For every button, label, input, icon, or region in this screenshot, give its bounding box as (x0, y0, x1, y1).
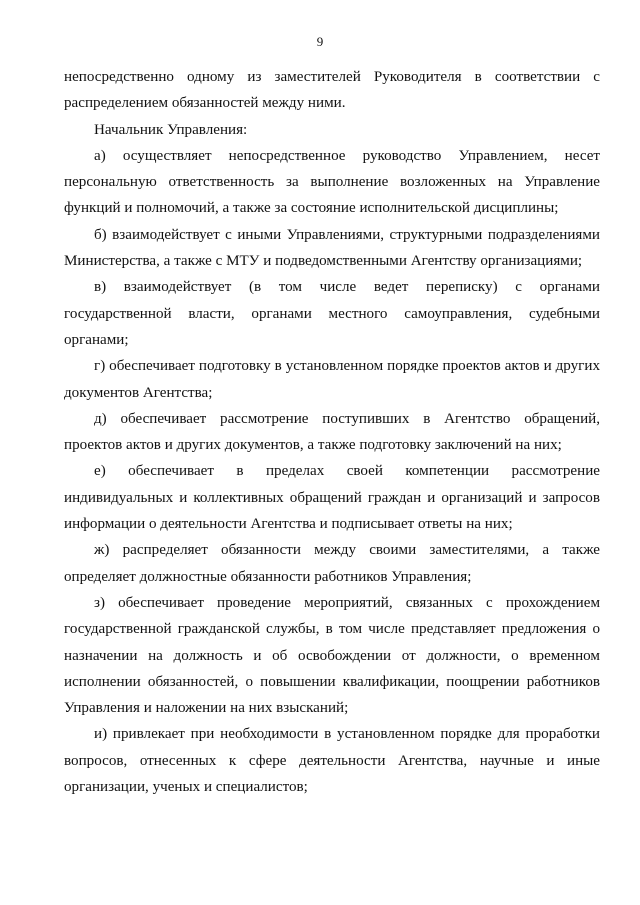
paragraph-section-heading: Начальник Управления: (94, 121, 248, 138)
page-number: 9 (316, 34, 324, 49)
paragraph-item-a: а) осуществляет непосредственное руководство Управлением, несет персональную ответственность за выполнение возложенных на Управление функций и полномочий, а также за состояние исполнительской дисциплины; (64, 147, 600, 217)
paragraph-item-v: в) взаимодействует (в том числе ведет переписку) с органами государственной власти, органами местного самоуправления, судебными органами; (64, 279, 600, 348)
paragraph-item-b: б) взаимодействует с иными Управлениями, структурными подразделениями Министерства, а также с МТУ и подведомственными Агентству организациями; (64, 226, 600, 270)
paragraph-continuation: непосредственно одному из заместителей Руководителя в соответствии с распределением обязанностей между ними. (64, 69, 600, 112)
paragraph-item-d: д) обеспечивает рассмотрение поступивших в Агентство обращений, проектов актов и других документов, а также подготовку заключений на них; (64, 410, 600, 454)
paragraph-item-z: з) обеспечивает проведение мероприятий, связанных с прохождением государственной гражданской службы, в том числе представляет предложения о назначении на должность и об освобождении от должности, о временном исполнении обязанностей, о повышении квалификации, поощрении работников Управления и наложении на них взысканий; (64, 594, 600, 717)
paragraph-item-e: е) обеспечивает в пределах своей компетенции рассмотрение индивидуальных и коллективных обращений граждан и организаций и запросов информации о деятельности Агентства и подписывает ответы на них; (64, 463, 600, 533)
paragraph-item-g: г) обеспечивает подготовку в установленном порядке проектов актов и других документов Агентства; (64, 358, 600, 401)
document-body (64, 64, 600, 800)
paragraph-item-zh: ж) распределяет обязанности между своими заместителями, а также определяет должностные обязанности работников Управления; (64, 542, 600, 585)
paragraph-item-i: и) привлекает при необходимости в установленном порядке для проработки вопросов, отнесенных к сфере деятельности Агентства, научные и иные организации, ученых и специалистов; (64, 726, 600, 796)
